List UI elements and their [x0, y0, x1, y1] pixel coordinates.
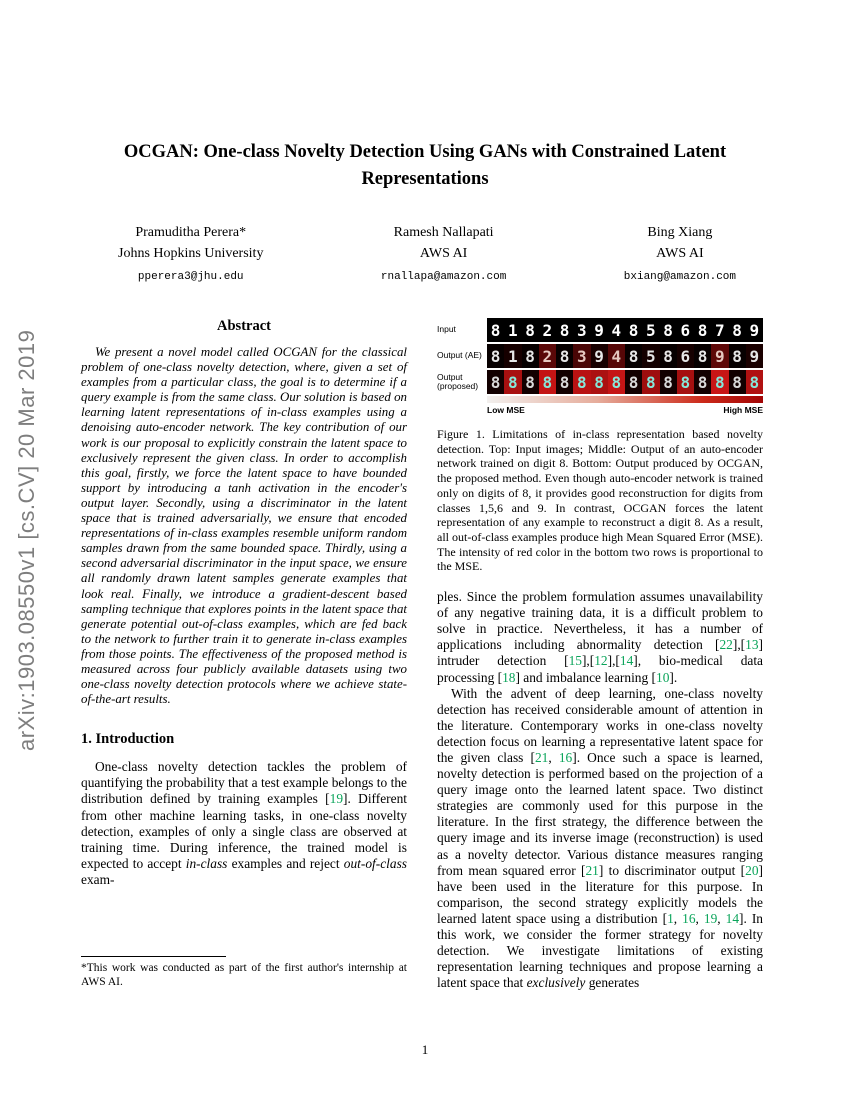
digit-cell: 8	[539, 370, 556, 394]
paper-title: OCGAN: One-class Novelty Detection Using GANs with Constrained Latent Representations	[123, 142, 727, 189]
citation-link[interactable]: 1	[667, 910, 674, 926]
citation-link[interactable]: 19	[329, 791, 344, 807]
figure-1	[437, 318, 763, 574]
digit-cell: 9	[711, 344, 728, 368]
digit-cell: 8	[487, 344, 504, 368]
text-run: ]. Once such a space is learned, novelty detection is performed based on the projection of a query image onto the learned latent space. Two distinct strategies are commonly used for this purpose in the literature. In the first strategy, the difference between the query image and its inverse image (reconstruction) is used as a novelty detector. Various distance measures ranging from mean squared error [	[437, 749, 763, 878]
right-column	[437, 318, 763, 991]
author-affiliation: AWS AI	[656, 246, 704, 261]
citation-link[interactable]: 12	[594, 653, 608, 669]
digit-cell: 8	[694, 370, 711, 394]
digit-cell: 8	[694, 318, 711, 342]
citation-link[interactable]: 19	[703, 910, 718, 926]
page-number: 1	[421, 1042, 429, 1057]
digit-cell: 5	[642, 318, 659, 342]
text-run: exam-	[81, 871, 115, 887]
right-paragraph-1	[437, 589, 763, 686]
text-run: ,	[548, 749, 559, 765]
text-run: ples. Since the problem formulation assumes unavailability of any negative training data, it is a difficult problem to solve in practice. Nevertheless, it has a number of applications including abnormality detection [	[437, 589, 763, 653]
digit-cell: 8	[729, 344, 746, 368]
text-run: ] to discriminator output [	[598, 862, 746, 878]
digit-cell: 4	[608, 344, 625, 368]
abstract-text: We present a novel model called OCGAN for the classical problem of one-class novelty detection, where, given a set of examples from a particular class, the goal is to determine if a query example is from the same class. Our solution is based on learning latent representations of in-class examples using a denoising auto-encoder network. The key contribution of our work is our proposal to explicitly constrain the latent space to exclusively represent the given class. In order to accomplish this goal, firstly, we force the latent space to have bounded support by introducing a tanh activation in the encoder's output layer. Secondly, using a discriminator in the latent space that is trained adversarially, we ensure that encoded representations of in-class examples resemble uniform random samples drawn from the same bounded space. Thirdly, using a second adversarial discriminator in the input space, we ensure all randomly drawn latent samples generate examples that look real. Finally, we introduce a gradient-descent based sampling technique that explores points in the latent space that generate potential out-of-class examples, which are fed back to the network to further train it to generate in-class examples from those points. The effectiveness of the proposed method is measured across four publicly available datasets using two one-class novelty detection protocols where we achieve state-of-the-art results.	[81, 345, 407, 707]
digit-cell: 5	[642, 344, 659, 368]
digit-cell: 8	[487, 370, 504, 394]
high-mse-label: High MSE	[723, 405, 763, 415]
author-block	[118, 222, 736, 288]
citation-link[interactable]: 20	[745, 862, 759, 878]
digit-cell: 2	[539, 344, 556, 368]
digit-cell: 1	[504, 344, 521, 368]
text-run: ], bio-medical data processing [	[437, 653, 763, 685]
digit-cell: 8	[660, 370, 677, 394]
digit-cell: 9	[591, 318, 608, 342]
introduction-paragraph	[81, 759, 407, 888]
author-email: rnallapa@amazon.com	[380, 271, 507, 283]
digit-cell: 1	[504, 318, 521, 342]
author-name: Bing Xiang	[647, 225, 713, 240]
figure-row	[437, 344, 763, 368]
text-run: ,	[695, 910, 704, 926]
digit-cell: 6	[677, 318, 694, 342]
digit-cell: 9	[591, 344, 608, 368]
emphasized-text: exclusively	[526, 975, 586, 991]
citation-link[interactable]: 16	[558, 749, 573, 765]
digit-cell: 8	[522, 344, 539, 368]
digit-strip	[487, 370, 763, 394]
citation-link[interactable]: 21	[534, 749, 549, 765]
digit-cell: 8	[746, 370, 763, 394]
text-run: ] and imbalance learning [	[515, 669, 657, 685]
author-email: pperera3@jhu.edu	[137, 271, 244, 283]
figure-row-label: Input	[437, 324, 456, 335]
citation-link[interactable]: 14	[725, 910, 740, 926]
digit-strip	[487, 318, 763, 342]
text-run: ] have been used in the literature for this purpose. In comparison, the second strategy explicitly models the learned latent space using a distribution [	[437, 862, 763, 926]
author-name: Ramesh Nallapati	[393, 225, 494, 240]
emphasized-text: out-of-class	[343, 855, 407, 871]
figure-caption: Figure 1. Limitations of in-class representation based novelty detection. Top: Input images; Middle: Output of an auto-encoder network trained on digit 8. Bottom: Output produced by OCGAN, the proposed method. Even though auto-encoder network is trained only on digits of 8, it provides good reconstruction for digits from classes 1,5,6 and 9. In contrast, OCGAN forces the latent representation of any example to reconstruct a digit 8. As a result, all out-of-class examples produce high Mean Squared Error (MSE). The intensity of red color in the bottom two rows is proportional to the MSE.	[437, 427, 763, 574]
digit-cell: 2	[539, 318, 556, 342]
figure-row-label: Output (AE)	[437, 350, 482, 361]
digit-cell: 8	[556, 344, 573, 368]
text-run: ],[	[581, 653, 595, 669]
author-2	[381, 222, 506, 288]
digit-cell: 4	[608, 318, 625, 342]
digit-cell: 8	[556, 318, 573, 342]
footnote-rule	[81, 956, 226, 957]
right-paragraph-2	[437, 686, 763, 992]
digit-cell: 8	[591, 370, 608, 394]
digit-strip	[487, 344, 763, 368]
figure-row	[437, 318, 763, 342]
digit-cell: 9	[746, 318, 763, 342]
text-run: ],[	[732, 637, 746, 653]
digit-cell: 8	[504, 370, 521, 394]
digit-cell: 3	[573, 344, 590, 368]
text-run: examples and reject	[227, 855, 344, 871]
figure-row	[437, 370, 763, 394]
digit-cell: 8	[729, 318, 746, 342]
citation-link[interactable]: 16	[682, 910, 696, 926]
low-mse-label: Low MSE	[487, 405, 525, 415]
digit-cell: 8	[660, 344, 677, 368]
digit-cell: 8	[487, 318, 504, 342]
digit-cell: 8	[573, 370, 590, 394]
mse-colorbar	[487, 396, 763, 403]
author-3	[624, 222, 736, 288]
citation-link[interactable]: 15	[568, 653, 582, 669]
digit-cell: 8	[625, 370, 642, 394]
text-run: ]. In this work, we consider the former strategy for novelty detection. We investigate limitations of existing representation learning techniques and propose learning a latent space that	[437, 910, 763, 991]
digit-cell: 8	[625, 318, 642, 342]
author-email: bxiang@amazon.com	[623, 271, 736, 283]
digit-cell: 8	[556, 370, 573, 394]
digit-cell: 8	[660, 318, 677, 342]
digit-cell: 8	[608, 370, 625, 394]
digit-cell: 3	[573, 318, 590, 342]
text-run: One-class novelty detection tackles the problem of quantifying the probability that a test example belongs to the distribution defined by training examples [	[81, 759, 407, 807]
author-1	[118, 222, 263, 288]
figure-row-label: Output (proposed)	[437, 371, 479, 391]
footnote-text: *This work was conducted as part of the first author's internship at AWS AI.	[81, 962, 407, 988]
text-run: ,	[717, 910, 726, 926]
mse-labels	[487, 405, 763, 415]
abstract-heading: Abstract	[217, 318, 271, 334]
digit-cell: 8	[522, 370, 539, 394]
digit-cell: 8	[522, 318, 539, 342]
text-run: ]. Different from other machine learning tasks, in one-class novelty detection, examples of only a single class are observed at training time. During inference, the trained model is expected to accept	[81, 791, 407, 871]
citation-link[interactable]: 14	[619, 653, 634, 669]
emphasized-text: in-class	[185, 855, 228, 871]
digit-cell: 8	[729, 370, 746, 394]
citation-link[interactable]: 22	[719, 637, 733, 653]
digit-cell: 7	[711, 318, 728, 342]
text-run: ].	[669, 669, 678, 685]
author-affiliation: Johns Hopkins University	[118, 246, 264, 261]
section-heading-introduction: 1. Introduction	[81, 731, 175, 748]
author-affiliation: AWS AI	[419, 246, 468, 261]
digit-cell: 8	[711, 370, 728, 394]
text-run: ,	[673, 910, 683, 926]
text-run: generates	[585, 975, 640, 991]
digit-cell: 6	[677, 344, 694, 368]
citation-link[interactable]: 21	[585, 862, 599, 878]
text-run: ] intruder detection [	[437, 637, 763, 669]
citation-link[interactable]: 10	[656, 669, 670, 685]
digit-cell: 8	[625, 344, 642, 368]
text-run: With the advent of deep learning, one-class novelty detection has received considerable amount of attention in the literature. Contemporary works in one-class novelty detection focus on learning a representative latent space for the given class [	[437, 685, 763, 765]
digit-cell: 8	[677, 370, 694, 394]
text-run: ],[	[607, 653, 620, 669]
author-name: Pramuditha Perera*	[135, 225, 247, 240]
digit-cell: 8	[694, 344, 711, 368]
left-column	[81, 318, 407, 888]
citation-link[interactable]: 13	[745, 637, 759, 653]
arxiv-watermark: arXiv:1903.08550v1 [cs.CV] 20 Mar 2019	[14, 329, 39, 752]
digit-cell: 8	[642, 370, 659, 394]
figure-strips	[437, 318, 763, 394]
digit-cell: 9	[746, 344, 763, 368]
citation-link[interactable]: 18	[502, 669, 516, 685]
